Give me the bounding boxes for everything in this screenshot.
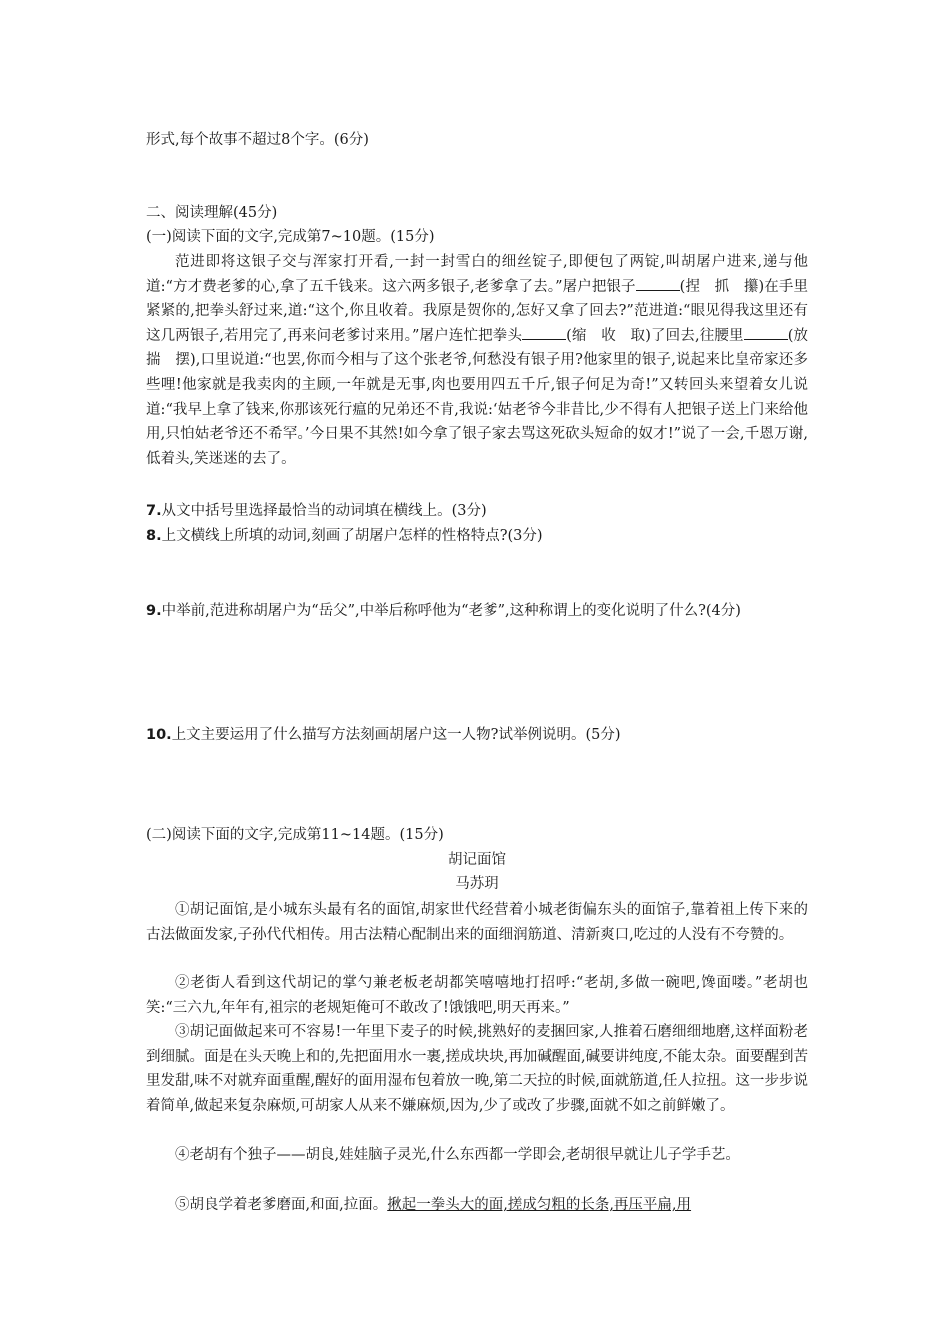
passage1-text-c: 了回去,往腰里 xyxy=(650,327,744,344)
part1-heading: (一)阅读下面的文字,完成第7~10题。(15分) xyxy=(146,229,435,245)
paragraph-5-text: ⑤胡良学着老爹磨面,和面,拉面。 xyxy=(175,1197,388,1213)
question-9 xyxy=(146,598,808,624)
question-text: 上文主要运用了什么描写方法刻画胡屠户这一人物?试举例说明。(5分) xyxy=(171,727,621,743)
question-number: 8. xyxy=(146,528,162,544)
question-number: 10. xyxy=(146,727,172,743)
verb-choice-2: (缩 收 取) xyxy=(566,327,651,344)
verb-choice-3: (放 揣 摆) xyxy=(146,327,823,369)
question-number: 7. xyxy=(146,503,162,519)
passage2-paragraph-5 xyxy=(146,1193,808,1217)
passage2-title: 胡记面馆 xyxy=(448,852,506,868)
question-text: 从文中括号里选择最恰当的动词填在横线上。(3分) xyxy=(161,503,487,519)
question-text: 中举前,范进称胡屠户为“岳父”,中举后称呼他为“老爹”,这种称谓上的变化说明了什么?(4分) xyxy=(161,603,741,619)
passage1-text-d: ,口里说道:“也罢,你而今相与了这个张老爷,何愁没有银子用?他家里的银子,说起来比皇帝家还多些哩!他家就是我卖肉的主顾,一年就是无事,肉也要用四五千斤,银子何足为奇!”又转回头来望着女儿说道:“我早上拿了钱来,你那该死行瘟的兄弟还不肯,我说:‘姑老爷今非昔比,少不得有人把银子送上门来给他用,只怕姑老爷还不希罕。’今日果不其然!如今拿了银子家去骂这死砍头短命的奴才!”说了一会,千恩万谢,低着头,笑迷迷的去了。 xyxy=(146,352,808,467)
question-8 xyxy=(146,523,808,549)
passage2-paragraph-2: ②老街人看到这代胡记的掌勺兼老板老胡都笑嘻嘻地打招呼:“老胡,多做一碗吧,馋面喽。”老胡也笑:“三六九,年年有,祖宗的老规矩俺可不敢改了!饿饿吧,明天再来。” xyxy=(146,975,808,1016)
part2-heading: (二)阅读下面的文字,完成第11~14题。(15分) xyxy=(146,827,444,843)
question-10 xyxy=(146,722,808,748)
section-heading: 二、阅读理解(45分) xyxy=(146,205,278,221)
verb-choice-1: (捏 抓 攥) xyxy=(679,278,765,295)
passage1-text-b: 在手里紧紧的,把拳头舒过来,道:“这个,你且收着。我原是贺你的,怎好又拿了回去?”范进道:“眼见得我这里还有这几两银子,若用完了,再来问老爹讨来用。”屠户连忙把拳头 xyxy=(146,278,808,344)
answer-blank-1[interactable] xyxy=(636,276,680,291)
passage2-paragraph-4: ④老胡有个独子——胡良,娃娃脑子灵光,什么东西都一学即会,老胡很早就让儿子学手艺。 xyxy=(175,1147,740,1163)
question-number: 9. xyxy=(146,603,162,619)
passage1-text-a: 范进即将这银子交与浑家打开看,一封一封雪白的细丝锭子,即便包了两锭,叫胡屠户进来,递与他道:“方才费老爹的心,拿了五千钱来。这六两多银子,老爹拿了去。”屠户把银子 xyxy=(146,254,808,295)
answer-blank-3[interactable] xyxy=(744,325,788,340)
intro-tail-text: 形式,每个故事不超过8个字。(6分) xyxy=(146,132,369,148)
passage2-paragraph-1: ①胡记面馆,是小城东头最有名的面馆,胡家世代经营着小城老街偏东头的面馆子,靠着祖上传下来的古法做面发家,子孙代代相传。用古法精心配制出来的面细润筋道、清新爽口,吃过的人没有不夸赞的。 xyxy=(146,902,808,943)
question-text: 上文横线上所填的动词,刻画了胡屠户怎样的性格特点?(3分) xyxy=(161,528,543,544)
question-7 xyxy=(146,498,808,524)
passage2-paragraph-3: ③胡记面做起来可不容易!一年里下麦子的时候,挑熟好的麦捆回家,人推着石磨细细地磨,这样面粉老到细腻。面是在头天晚上和的,先把面用水一裹,搓成块块,再加碱醒面,碱要讲纯度,不能太杂。面要醒到苦里发甜,味不对就弃面重醒,醒好的面用湿布包着放一晚,第二天拉的时候,面就筋道,任人拉扭。这一步步说着简单,做起来复杂麻烦,可胡家人从来不嫌麻烦,因为,少了或改了步骤,面就不如之前鲜嫩了。 xyxy=(146,1024,808,1114)
underlined-sentence: 揪起一拳头大的面,搓成匀粗的长条,再压平扁,用 xyxy=(387,1197,692,1213)
passage2-author: 马苏玥 xyxy=(455,876,499,892)
passage1-paragraph xyxy=(146,250,823,471)
answer-blank-2[interactable] xyxy=(522,325,566,340)
